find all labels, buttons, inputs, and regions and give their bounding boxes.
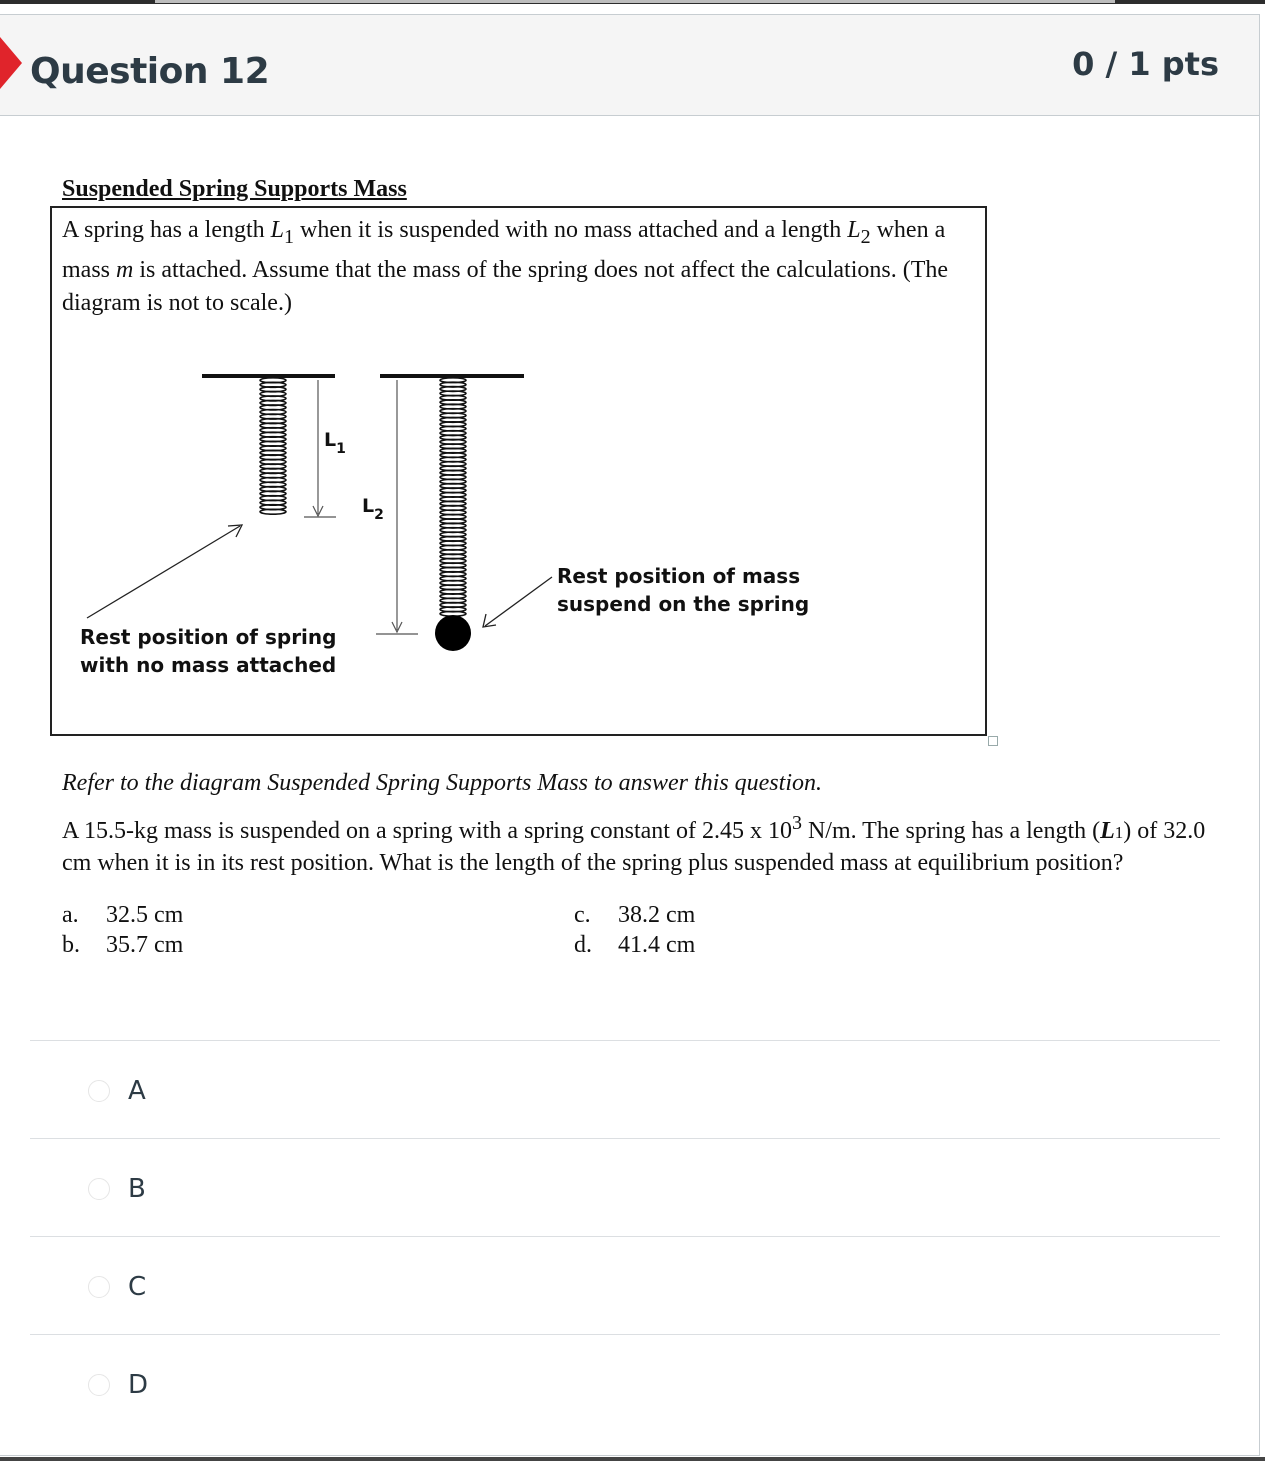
choice-value: 35.7 cm <box>106 932 184 958</box>
answer-label[interactable]: A <box>128 1076 146 1106</box>
question-l1-symbol: L <box>1100 818 1115 844</box>
mass-pointer-arrow <box>485 577 552 626</box>
question-header <box>0 15 1259 116</box>
question-points: 0 / 1 pts <box>1072 45 1219 83</box>
answer-label[interactable]: C <box>128 1272 147 1302</box>
desc-l1-symbol: L <box>270 217 284 243</box>
choice-letter: b. <box>62 932 80 958</box>
mass-rest-label-line2: suspend on the spring <box>557 592 810 616</box>
bottom-bar <box>0 1457 1265 1461</box>
answer-divider <box>30 1334 1220 1335</box>
question-title: Question 12 <box>30 51 270 92</box>
figure-title: Suspended Spring Supports Mass <box>62 176 407 202</box>
answer-label[interactable]: B <box>128 1174 146 1204</box>
desc-l1-sub: 1 <box>284 225 294 248</box>
refer-text: Refer to the diagram Suspended Spring Supports Mass to answer this question. <box>62 770 822 796</box>
desc-text: is attached. Assume that the mass of the spring does not affect the calculations. (The diagram is not to scale.) <box>62 256 949 316</box>
choice-value: 41.4 cm <box>618 932 696 958</box>
desc-text: A spring has a length <box>62 217 271 243</box>
top-bar-progress <box>155 0 1115 3</box>
radio-button[interactable] <box>88 1080 110 1102</box>
spring-pointer-arrow <box>87 526 240 618</box>
question-text-part: ) of 32.0 cm when it is in its rest position. What is the length of the spring plus suspended mass at equilibrium position? <box>62 818 1206 876</box>
answer-option-a[interactable] <box>88 1071 146 1111</box>
choice-value: 32.5 cm <box>106 902 184 928</box>
spring-rest-label-line2: with no mass attached <box>80 653 337 677</box>
answer-option-d[interactable] <box>88 1365 148 1405</box>
flag-icon[interactable] <box>0 37 22 89</box>
desc-l2-sub: 2 <box>860 225 871 248</box>
answer-option-b[interactable] <box>88 1169 146 1209</box>
choice-value: 38.2 cm <box>618 902 696 928</box>
question-exponent: 3 <box>791 812 802 834</box>
desc-l2-symbol: L <box>847 217 861 243</box>
right-spring <box>440 378 466 616</box>
top-bar <box>0 0 1265 4</box>
desc-text: when a mass <box>62 217 946 283</box>
radio-button[interactable] <box>88 1178 110 1200</box>
radio-button[interactable] <box>88 1374 110 1396</box>
choice-a <box>62 902 183 929</box>
mass-pointer-arrowhead <box>483 614 496 627</box>
spring-rest-label-line1: Rest position of spring <box>80 625 337 649</box>
answer-divider <box>30 1138 1220 1139</box>
answer-option-c[interactable] <box>88 1267 146 1307</box>
left-spring <box>260 378 286 514</box>
spring-coil <box>260 509 286 514</box>
radio-button[interactable] <box>88 1276 110 1298</box>
answer-label[interactable]: D <box>128 1370 149 1400</box>
question-text-part: A 15.5-kg mass is suspended on a spring with a spring constant of 2.45 x 10 <box>62 818 792 844</box>
desc-text: when it is suspended with no mass attached and a length <box>294 217 848 243</box>
question-text-part: N/m. The spring has a length ( <box>801 818 1101 844</box>
choice-c <box>574 902 695 929</box>
choice-letter: a. <box>62 902 79 928</box>
desc-mass-symbol: m <box>116 256 134 283</box>
l2-label: $L_2$ <box>362 495 384 523</box>
choice-letter: d. <box>574 932 592 958</box>
mass-rest-label-line1: Rest position of mass <box>557 564 801 588</box>
spring-diagram <box>52 208 987 736</box>
resize-handle[interactable] <box>988 736 998 746</box>
choice-letter: c. <box>574 902 591 928</box>
answer-divider <box>30 1040 1220 1041</box>
choice-b <box>62 932 183 959</box>
answer-divider <box>30 1236 1220 1237</box>
question-text <box>62 808 1212 879</box>
choice-d <box>574 932 695 959</box>
l1-label: $L_1$ <box>324 429 346 457</box>
question-l1-sub: 1 <box>1114 823 1124 842</box>
figure-box <box>50 206 987 736</box>
mass-ball <box>435 615 471 651</box>
